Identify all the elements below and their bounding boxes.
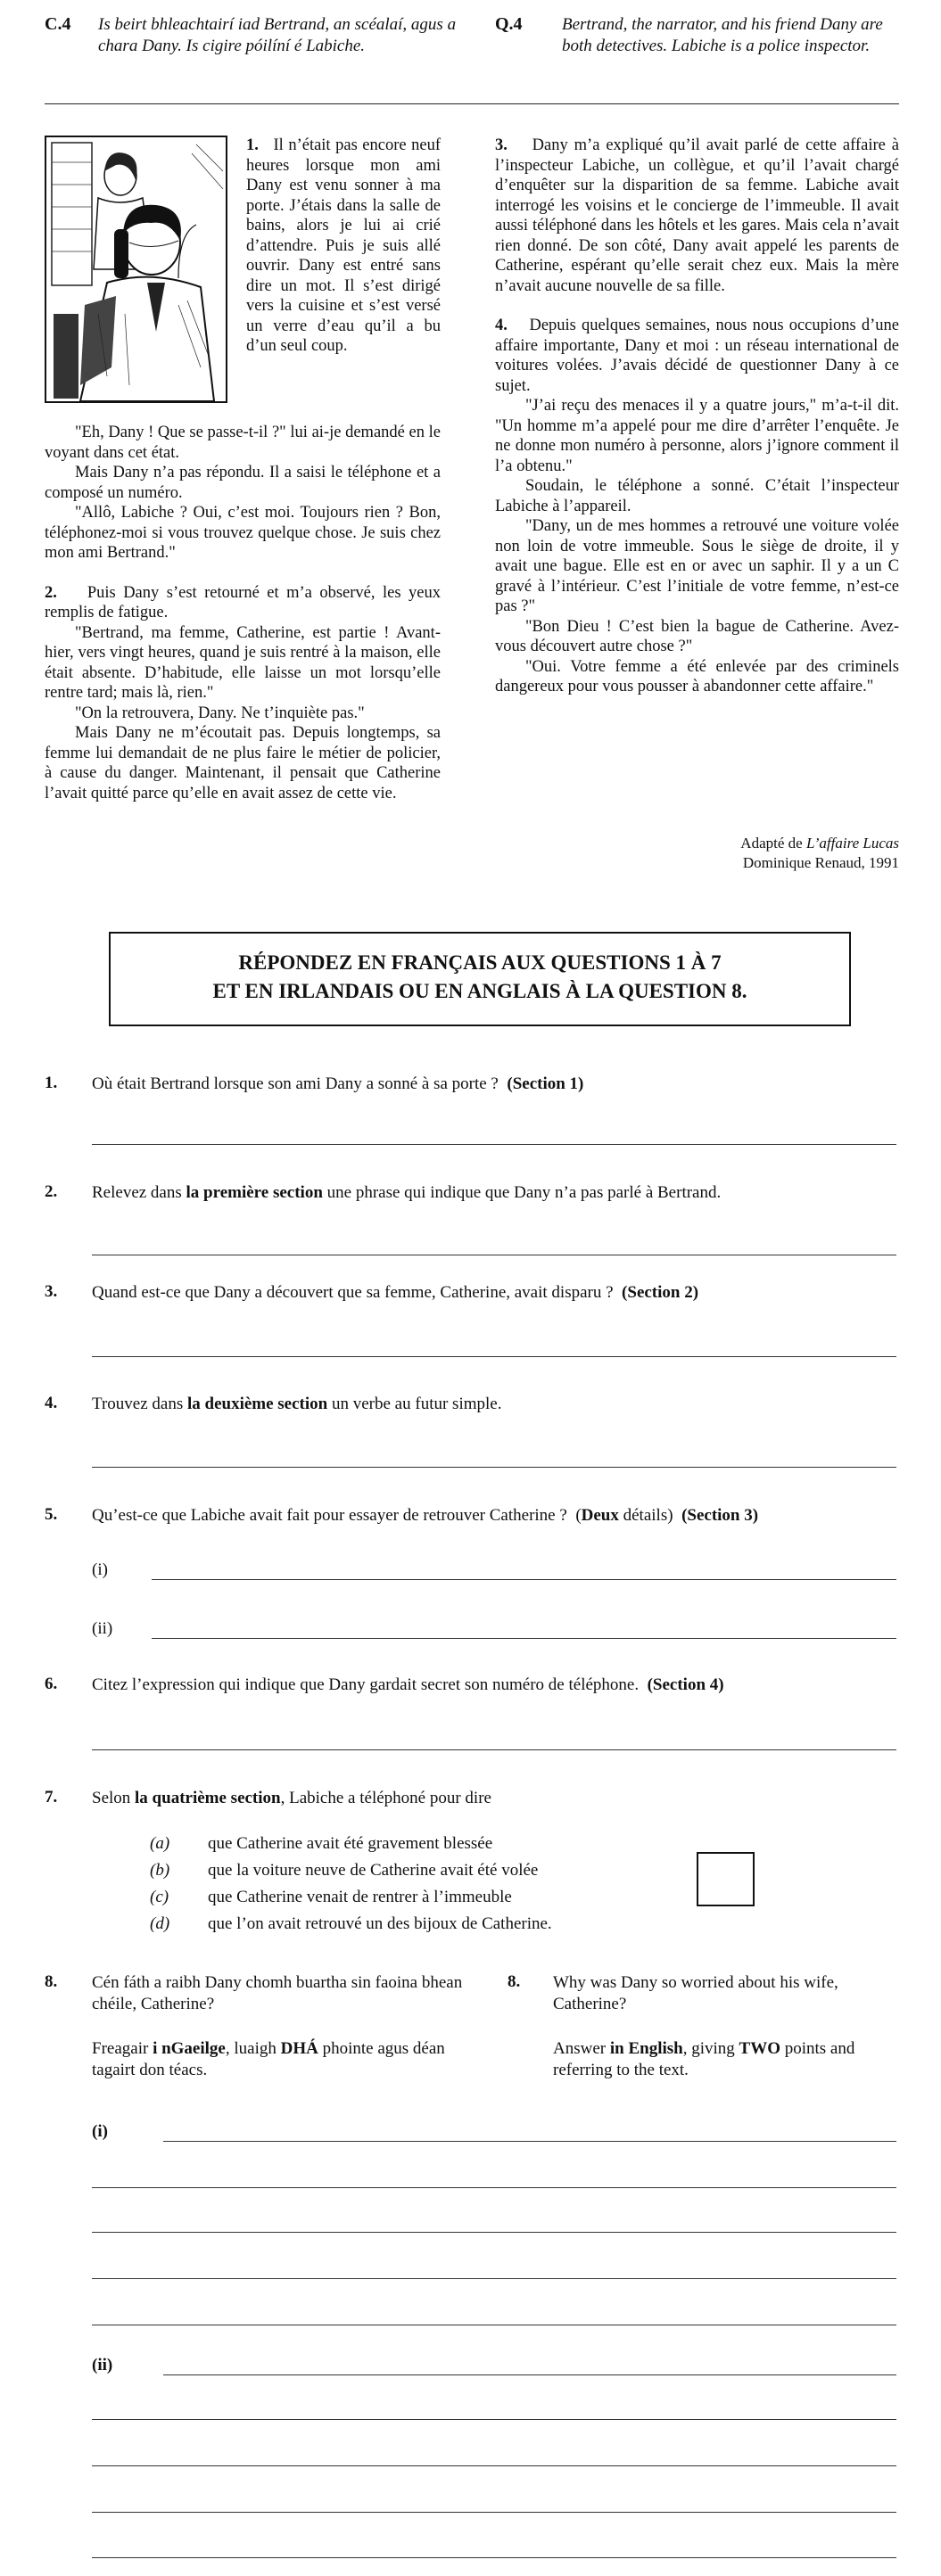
section-1-number: 1. [246, 136, 259, 154]
section-2-paragraph-b: "Bertrand, ma femme, Catherine, est partie ! Avant-hier, vers vingt heures, quand je suis rentré à la maison, elle était absente. D’habitude, elle laisse un mot lorsqu’elle rentre tard; mais là, rien." [45, 623, 441, 702]
comic-illustration [45, 136, 227, 403]
question-4-part-a: Trouvez dans [92, 1395, 184, 1413]
question-3-prompt: Quand est-ce que Dany a découvert que sa femme, Catherine, avait disparu ? [92, 1283, 614, 1302]
section-1-paragraph-d: "Allô, Labiche ? Oui, c’est moi. Toujours rien ? Bon, téléphonez-moi si vous trouvez quelque chose. Je suis chez mon ami Bertrand." [45, 504, 441, 562]
question-8-label-ii: (ii) [92, 2356, 113, 2374]
question-7-answer-box[interactable] [697, 1852, 755, 1906]
question-8-ga-number: 8. [45, 1972, 58, 1991]
source-citation [624, 834, 899, 873]
question-4-text [92, 1394, 501, 1415]
question-7-text [92, 1788, 491, 1809]
header-ga-text: Is beirt bhleachtairí iad Bertrand, an scéalaí, agus a chara Dany. Is cigire póilíní é Labiche. [98, 15, 457, 55]
question-5-text [92, 1505, 895, 1527]
question-5-open-paren: ( [575, 1506, 582, 1525]
question-2-part-c: une phrase qui indique que Dany n’a pas parlé à Bertrand. [326, 1183, 722, 1202]
question-8-en-number: 8. [508, 1972, 521, 1991]
question-8-ga-instruction [92, 2038, 484, 2081]
question-8-answer-line-ii-5[interactable] [92, 2557, 896, 2558]
question-1-answer-line[interactable] [92, 1144, 896, 1145]
question-3-reference: (Section 2) [622, 1283, 699, 1302]
question-8-ga-text: Cén fáth a raibh Dany chomh buartha sin faoina bhean chéile, Catherine? [92, 1973, 463, 2013]
section-4-paragraph-f: "Oui. Votre femme a été enlevée par des criminels dangereux pour vous pousser à abandonner cette affaire." [495, 657, 899, 695]
question-8-answer-line-i-1[interactable] [163, 2141, 896, 2142]
question-5-prompt: Qu’est-ce que Labiche avait fait pour essayer de retrouver Catherine ? [92, 1506, 567, 1525]
question-8-ga-inst-d: DHÁ [280, 2039, 318, 2058]
question-7-option-b-text: que la voiture neuve de Catherine avait été volée [208, 1861, 539, 1880]
question-7-option-b-label: (b) [150, 1861, 170, 1880]
section-4-paragraph-a [495, 316, 899, 396]
question-8-ga-inst-a: Freagair [92, 2039, 149, 2058]
source-prefix: Adapté de [740, 835, 803, 852]
section-4-paragraph-c: Soudain, le téléphone a sonné. C’était l’inspecteur Labiche à l’appareil. [495, 477, 899, 515]
section-3-number: 3. [495, 136, 508, 154]
section-3-text: Dany m’a expliqué qu’il avait parlé de cette affaire à l’inspecteur Labiche, un collègue, et qu’il l’avait chargé d’enquêter sur la disparition de sa femme. Labiche avait interrogé les voisins et le concierge de l’immeuble. Il avait aussi téléphoné dans les hôtels et les gares. Mais cela n’avait rien donné. De son côté, Dany avait appelé les parents de Catherine, espérant qu’elle serait chez eux. Mais la mère n’avait aucune nouvelle de sa fille. [495, 136, 899, 295]
question-8-en-text: Why was Dany so worried about his wife, Catherine? [553, 1973, 838, 2013]
question-7-number: 7. [45, 1788, 58, 1806]
question-8-answer-line-i-2[interactable] [92, 2187, 896, 2188]
section-4-paragraph-d: "Dany, un de mes hommes a retrouvé une voiture volée non loin de votre immeuble. Sous le siège de droite, il y avait une bague. Elle est en or avec un saphir. Il y a un C gravé à l’intérieur. C’est l’initiale de votre femme, n’est-ce pas ?" [495, 517, 899, 615]
source-author: Dominique Renaud, 1991 [742, 854, 899, 871]
question-4-part-b: la deuxième section [186, 1395, 328, 1413]
question-5-reference: (Section 3) [681, 1506, 759, 1525]
header-divider [45, 103, 899, 104]
question-8-answer-line-ii-4[interactable] [92, 2512, 896, 2513]
section-2-paragraph-a [45, 583, 441, 623]
question-7-part-a: Selon [92, 1789, 131, 1807]
question-7-option-a-label: (a) [150, 1834, 170, 1853]
question-3-answer-line[interactable] [92, 1356, 896, 1357]
instruction-box [109, 932, 851, 1026]
question-1-number: 1. [45, 1074, 58, 1092]
question-8-answer-line-i-3[interactable] [92, 2232, 896, 2233]
question-8-en-inst-d: TWO [739, 2039, 780, 2058]
question-8-answer-line-i-4[interactable] [92, 2278, 896, 2279]
section-2-paragraph-d: Mais Dany ne m’écoutait pas. Depuis longtemps, sa femme lui demandait de ne plus faire le métier de policier, à cause du danger. Maintenant, il pensait que Catherine l’avait quitté parce qu’elle en avait assez de cette vie. [45, 724, 441, 802]
question-8-en-inst-c: , giving [682, 2039, 735, 2058]
question-7-option-c-label: (c) [150, 1888, 169, 1906]
section-4-text-a: Depuis quelques semaines, nous nous occupions d’une affaire importante, Dany et moi : un réseau international de voitures volées. J’avais décidé de questionner Dany à ce sujet. [495, 317, 899, 395]
question-5-label-ii: (ii) [92, 1619, 113, 1638]
question-5-count: Deux [581, 1506, 619, 1525]
question-5-answer-line-ii[interactable] [152, 1638, 896, 1639]
question-4-part-c: un verbe au futur simple. [331, 1395, 502, 1413]
header-en-number: Q.4 [495, 14, 523, 34]
section-1-paragraph-a: Il n’était pas encore neuf heures lorsque mon ami Dany est venu sonner à ma porte. J’étais dans la salle de bains, alors je lui ai crié d’attendre. Puis je suis allé ouvrir. Dany est entré sans dire un mot. Il s’est dirigé vers la cuisine et s’est versé un verre d’eau qu’il a bu d’un seul coup. [246, 136, 441, 355]
section-1-opening [246, 136, 441, 357]
question-5-number: 5. [45, 1505, 58, 1524]
question-8-en-instruction [553, 2038, 901, 2081]
question-4-answer-line[interactable] [92, 1467, 896, 1468]
question-7-option-d-label: (d) [150, 1914, 170, 1933]
question-1-prompt: Où était Bertrand lorsque son ami Dany a sonné à sa porte ? [92, 1074, 499, 1093]
question-8-en-inst-b: in English [609, 2039, 683, 2058]
question-7-option-d-text: que l’on avait retrouvé un des bijoux de Catherine. [208, 1914, 552, 1933]
question-7-option-a-text: que Catherine avait été gravement blessée [208, 1834, 493, 1853]
question-3-text [92, 1282, 698, 1304]
question-2-text [92, 1182, 721, 1204]
question-2-part-a: Relevez dans [92, 1183, 182, 1202]
section-1-paragraph-c: Mais Dany n’a pas répondu. Il a saisi le téléphone et a composé un numéro. [45, 464, 441, 502]
section-4-number: 4. [495, 317, 508, 334]
question-6-number: 6. [45, 1675, 58, 1693]
question-5-details: détails) [623, 1506, 673, 1525]
question-2-part-b: la première section [186, 1183, 323, 1202]
question-8-label-i: (i) [92, 2122, 108, 2141]
header-en-text: Bertrand, the narrator, and his friend Dany are both detectives. Labiche is a police inspector. [562, 15, 883, 55]
section-3-paragraph [495, 136, 899, 296]
question-7-part-b: la quatrième section [135, 1789, 281, 1807]
section-1-paragraph-b: "Eh, Dany ! Que se passe-t-il ?" lui ai-je demandé en le voyant dans cet état. [45, 424, 441, 462]
instruction-line-1: RÉPONDEZ EN FRANÇAIS AUX QUESTIONS 1 À 7 [238, 951, 722, 974]
question-8-en-inst-a: Answer [553, 2039, 607, 2058]
section-2-number: 2. [45, 583, 57, 602]
section-2-text-a: Puis Dany s’est retourné et m’a observé, les yeux remplis de fatigue. [45, 583, 441, 621]
question-8-answer-line-ii-2[interactable] [92, 2419, 896, 2420]
question-1-reference: (Section 1) [507, 1074, 584, 1093]
question-6-text [92, 1675, 724, 1696]
header-ga-number: C.4 [45, 14, 71, 34]
question-8-ga-inst-c: , luaigh [225, 2039, 277, 2058]
question-8-ga-inst-b: i nGaeilge [153, 2039, 226, 2058]
question-5-answer-line-i[interactable] [152, 1579, 896, 1580]
question-7-option-c-text: que Catherine venait de rentrer à l’immeuble [208, 1888, 512, 1906]
question-8-en-inst-e: points and referring to the text. [553, 2039, 855, 2079]
question-6-prompt: Citez l’expression qui indique que Dany gardait secret son numéro de téléphone. [92, 1675, 640, 1694]
question-5-label-i: (i) [92, 1560, 108, 1579]
question-8-ga-inst-e: phointe agus déan tagairt don téacs. [92, 2039, 445, 2079]
question-2-number: 2. [45, 1182, 58, 1201]
question-8-answer-line-ii-1[interactable] [163, 2374, 896, 2375]
question-8-answer-line-ii-3[interactable] [92, 2465, 896, 2466]
instruction-line-2: ET EN IRLANDAIS OU EN ANGLAIS À LA QUESTION 8. [212, 980, 747, 1002]
section-4-paragraph-e: "Bon Dieu ! C’est bien la bague de Catherine. Avez-vous découvert autre chose ?" [495, 617, 899, 655]
question-4-number: 4. [45, 1394, 58, 1412]
question-6-reference: (Section 4) [647, 1675, 724, 1694]
question-6-answer-line[interactable] [92, 1749, 896, 1750]
right-column-text [495, 136, 899, 697]
question-3-number: 3. [45, 1282, 58, 1301]
question-7-part-c: , Labiche a téléphoné pour dire [280, 1789, 491, 1807]
section-2-paragraph-c: "On la retrouvera, Dany. Ne t’inquiète pas." [75, 704, 365, 722]
section-4-paragraph-b: "J’ai reçu des menaces il y a quatre jours," m’a-t-il dit. "Un homme m’a appelé pour me dire d’arrêter l’enquête. Je ne donne mon numéro à personne, alors j’ignore comment il l’a obtenu." [495, 397, 899, 475]
source-title: L’affaire Lucas [805, 835, 899, 852]
question-1-text [92, 1074, 583, 1095]
section-1-continued [45, 423, 441, 803]
